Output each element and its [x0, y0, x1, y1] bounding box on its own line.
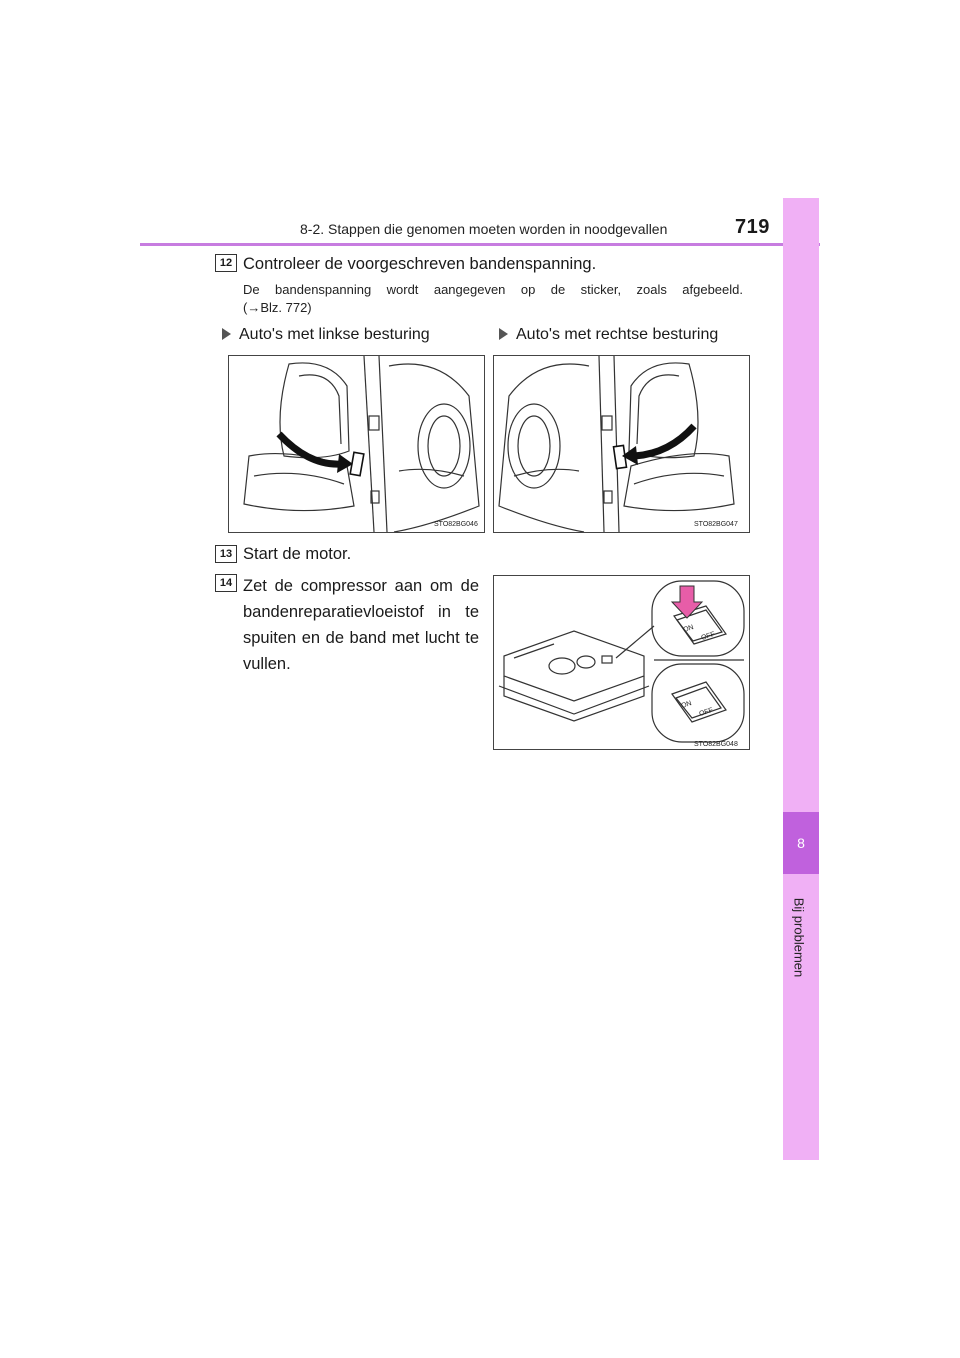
step-number-13: 13: [215, 545, 237, 563]
step-12-note: [243, 281, 743, 317]
left-drive-caption: [222, 326, 430, 344]
chapter-title-tab: [780, 890, 820, 1000]
chapter-number-tab: [783, 812, 819, 874]
switch-on-label-top: ON: [682, 624, 695, 634]
lhd-figure-code: STO82BG046: [434, 521, 478, 528]
left-drive-caption-text: Auto's met linkse besturing: [239, 326, 430, 343]
step-14-text: Zet de compressor aan om de bandenreparatievloeistof in te spuiten en de band met lucht te vullen.: [243, 577, 479, 673]
page-number: 719: [735, 216, 770, 238]
switch-on-label-bottom: ON: [680, 700, 693, 710]
chapter-side-tab: [783, 198, 819, 1160]
triangle-bullet-icon: [222, 328, 231, 340]
step-number-12: 12: [215, 254, 237, 272]
compressor-switch-illustration: [493, 575, 750, 750]
triangle-bullet-icon: [499, 328, 508, 340]
rhd-door-drawing: [494, 356, 749, 532]
chapter-title: Bij problemen: [791, 897, 807, 978]
step-12-text: Controleer de voorgeschreven bandenspanning.: [243, 255, 597, 273]
step-13-text: Start de motor.: [243, 545, 352, 563]
rhd-door-sticker-illustration: [493, 355, 750, 533]
rhd-figure-code: STO82BG047: [694, 521, 738, 528]
lhd-door-sticker-illustration: [228, 355, 485, 533]
compressor-figure-code: STO82BG048: [694, 741, 738, 748]
compressor-drawing: [494, 576, 749, 749]
right-drive-caption-text: Auto's met rechtse besturing: [516, 326, 719, 343]
note-line-2: (→Blz. 772): [243, 300, 312, 315]
right-drive-caption: [499, 326, 718, 344]
step-number-14: 14: [215, 574, 237, 592]
switch-off-label-top: OFF: [700, 630, 716, 642]
chapter-number: 8: [797, 835, 805, 851]
note-line-1: De bandenspanning wordt aangegeven op de sticker, zoals afgebeeld.: [243, 282, 743, 297]
header-divider: [140, 243, 820, 246]
switch-off-label-bottom: OFF: [698, 706, 714, 718]
section-title: 8-2. Stappen die genomen moeten worden in noodgevallen: [300, 221, 668, 237]
lhd-door-drawing: [229, 356, 484, 532]
